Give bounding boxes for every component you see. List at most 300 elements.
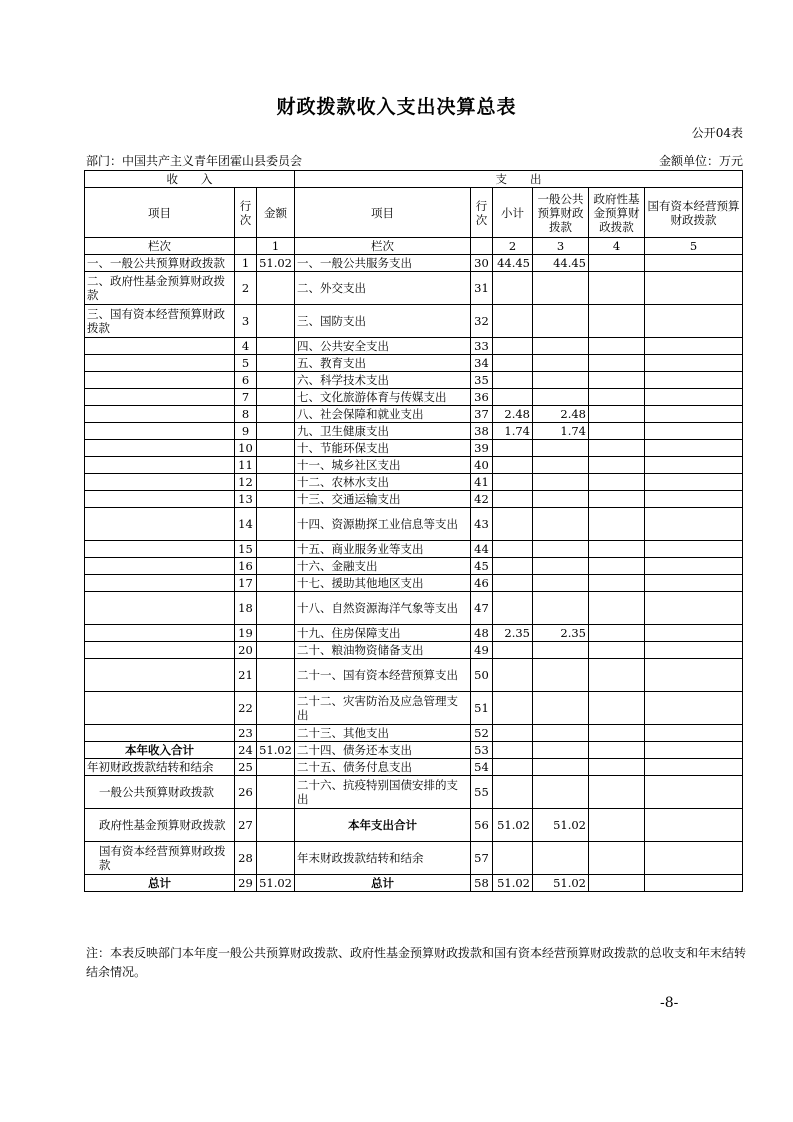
income-item-cell: 总计 [85, 875, 235, 892]
gov-fund-cell [589, 625, 645, 642]
table-row [85, 355, 743, 372]
expense-item-cell: 二十四、债务还本支出 [295, 742, 471, 759]
general-budget-cell [533, 372, 589, 389]
income-row-no-cell: 23 [235, 725, 257, 742]
expense-item-cell: 十九、住房保障支出 [295, 625, 471, 642]
state-capital-cell [645, 541, 743, 558]
table-row [85, 305, 743, 338]
income-item-cell [85, 692, 235, 725]
income-amount-cell [257, 423, 295, 440]
subtotal-cell [493, 759, 533, 776]
state-capital-cell [645, 440, 743, 457]
subtotal-cell [493, 474, 533, 491]
income-row-no-cell: 8 [235, 406, 257, 423]
col-header-state-capital: 国有资本经营预算财政拨款 [645, 188, 743, 238]
income-row-no-cell: 24 [235, 742, 257, 759]
expense-row-no-cell: 42 [471, 491, 493, 508]
general-budget-cell [533, 389, 589, 406]
expense-item-cell: 五、教育支出 [295, 355, 471, 372]
income-amount-cell [257, 692, 295, 725]
general-budget-cell: 51.02 [533, 875, 589, 892]
footnote: 注：本表反映部门本年度一般公共预算财政拨款、政府性基金预算财政拨款和国有资本经营预算财政拨款的总收支和年末结转结余情况。 [86, 946, 747, 979]
state-capital-cell [645, 372, 743, 389]
expense-item-cell: 十二、农林水支出 [295, 474, 471, 491]
income-row-no-cell: 29 [235, 875, 257, 892]
income-amount-cell [257, 372, 295, 389]
state-capital-cell [645, 759, 743, 776]
gov-fund-cell [589, 809, 645, 842]
subtotal-cell [493, 440, 533, 457]
general-budget-cell [533, 558, 589, 575]
gov-fund-cell [589, 575, 645, 592]
table-row [85, 491, 743, 508]
col-number-3: 3 [533, 238, 589, 255]
general-budget-cell [533, 692, 589, 725]
income-item-cell [85, 372, 235, 389]
subtotal-cell [493, 692, 533, 725]
table-row [85, 508, 743, 541]
expense-item-cell: 十四、资源勘探工业信息等支出 [295, 508, 471, 541]
income-row-no-cell: 14 [235, 508, 257, 541]
header-row-col-numbers [85, 238, 743, 255]
table-row [85, 372, 743, 389]
gov-fund-cell [589, 725, 645, 742]
state-capital-cell [645, 809, 743, 842]
expense-row-no-cell: 51 [471, 692, 493, 725]
subtotal-cell [493, 842, 533, 875]
subtotal-cell [493, 558, 533, 575]
income-item-cell [85, 491, 235, 508]
gov-fund-cell [589, 642, 645, 659]
gov-fund-cell [589, 491, 645, 508]
expense-row-no-cell: 58 [471, 875, 493, 892]
expense-row-no-cell: 32 [471, 305, 493, 338]
income-amount-cell: 51.02 [257, 742, 295, 759]
income-row-no-cell: 10 [235, 440, 257, 457]
expense-item-cell: 十五、商业服务业等支出 [295, 541, 471, 558]
table-row [85, 474, 743, 491]
income-amount-cell [257, 592, 295, 625]
state-capital-cell [645, 355, 743, 372]
income-item-cell: 政府性基金预算财政拨款 [85, 809, 235, 842]
general-budget-cell: 51.02 [533, 809, 589, 842]
income-row-no-cell: 15 [235, 541, 257, 558]
gov-fund-cell [589, 508, 645, 541]
income-amount-cell [257, 725, 295, 742]
general-budget-cell [533, 742, 589, 759]
table-row [85, 759, 743, 776]
income-amount-cell [257, 842, 295, 875]
subtotal-cell [493, 575, 533, 592]
table-row [85, 725, 743, 742]
income-row-no-cell: 11 [235, 457, 257, 474]
expense-row-no-cell: 44 [471, 541, 493, 558]
general-budget-cell: 2.48 [533, 406, 589, 423]
table-row [85, 575, 743, 592]
income-item-cell [85, 725, 235, 742]
subtotal-cell [493, 338, 533, 355]
income-amount-cell [257, 338, 295, 355]
state-capital-cell [645, 338, 743, 355]
table-row [85, 389, 743, 406]
income-amount-cell [257, 474, 295, 491]
income-item-cell [85, 406, 235, 423]
general-budget-cell [533, 272, 589, 305]
income-row-no-cell: 28 [235, 842, 257, 875]
col-header-row-no: 行次 [235, 188, 257, 238]
gov-fund-cell [589, 592, 645, 625]
income-row-no-cell: 6 [235, 372, 257, 389]
gov-fund-cell [589, 875, 645, 892]
general-budget-cell [533, 592, 589, 625]
expense-item-cell: 十六、金融支出 [295, 558, 471, 575]
gov-fund-cell [589, 842, 645, 875]
state-capital-cell [645, 842, 743, 875]
income-item-cell [85, 592, 235, 625]
table-row [85, 642, 743, 659]
general-budget-cell: 1.74 [533, 423, 589, 440]
income-row-no-cell: 5 [235, 355, 257, 372]
subtotal-cell [493, 659, 533, 692]
page-number: -8- [660, 995, 679, 1011]
state-capital-cell [645, 457, 743, 474]
general-budget-cell [533, 305, 589, 338]
expense-item-cell: 总计 [295, 875, 471, 892]
subtotal-cell [493, 491, 533, 508]
expense-item-cell: 十八、自然资源海洋气象等支出 [295, 592, 471, 625]
income-amount-cell [257, 440, 295, 457]
income-amount-cell [257, 457, 295, 474]
gov-fund-cell [589, 355, 645, 372]
expense-row-no-cell: 49 [471, 642, 493, 659]
state-capital-cell [645, 692, 743, 725]
table-row [85, 423, 743, 440]
expense-row-no-cell: 57 [471, 842, 493, 875]
state-capital-cell [645, 406, 743, 423]
gov-fund-cell [589, 423, 645, 440]
subtotal-cell [493, 725, 533, 742]
gov-fund-cell [589, 406, 645, 423]
state-capital-cell [645, 272, 743, 305]
income-item-cell: 本年收入合计 [85, 742, 235, 759]
col-label: 栏次 [85, 238, 235, 255]
state-capital-cell [645, 625, 743, 642]
subtotal-cell [493, 776, 533, 809]
state-capital-cell [645, 659, 743, 692]
gov-fund-cell [589, 372, 645, 389]
income-item-cell [85, 440, 235, 457]
subtotal-cell [493, 541, 533, 558]
income-item-cell: 三、国有资本经营预算财政拨款 [85, 305, 235, 338]
income-item-cell: 二、政府性基金预算财政拨款 [85, 272, 235, 305]
general-budget-cell: 2.35 [533, 625, 589, 642]
income-row-no-cell: 4 [235, 338, 257, 355]
income-amount-cell [257, 541, 295, 558]
income-row-no-cell: 9 [235, 423, 257, 440]
income-item-cell [85, 541, 235, 558]
expense-row-no-cell: 56 [471, 809, 493, 842]
expense-row-no-cell: 30 [471, 255, 493, 272]
income-item-cell [85, 508, 235, 541]
subtotal-cell [493, 642, 533, 659]
income-amount-cell [257, 642, 295, 659]
col-header-general: 一般公共预算财政拨款 [533, 188, 589, 238]
expense-row-no-cell: 48 [471, 625, 493, 642]
state-capital-cell [645, 575, 743, 592]
expense-item-cell: 本年支出合计 [295, 809, 471, 842]
income-item-cell: 国有资本经营预算财政拨款 [85, 842, 235, 875]
expense-row-no-cell: 38 [471, 423, 493, 440]
expense-item-cell: 四、公共安全支出 [295, 338, 471, 355]
general-budget-cell [533, 457, 589, 474]
gov-fund-cell [589, 558, 645, 575]
expense-row-no-cell: 52 [471, 725, 493, 742]
expense-item-cell: 二十三、其他支出 [295, 725, 471, 742]
expense-item-cell: 六、科学技术支出 [295, 372, 471, 389]
subtotal-cell [493, 355, 533, 372]
expense-item-cell: 七、文化旅游体育与传媒支出 [295, 389, 471, 406]
general-budget-cell [533, 440, 589, 457]
subtotal-cell [493, 457, 533, 474]
gov-fund-cell [589, 272, 645, 305]
income-item-cell [85, 423, 235, 440]
table-row [85, 742, 743, 759]
income-row-no-cell: 21 [235, 659, 257, 692]
general-budget-cell [533, 659, 589, 692]
expense-row-no-cell: 36 [471, 389, 493, 406]
expense-row-no-cell: 35 [471, 372, 493, 389]
expense-row-no-cell: 50 [471, 659, 493, 692]
subtotal-cell [493, 508, 533, 541]
expense-row-no-cell: 33 [471, 338, 493, 355]
page-title: 财政拨款收入支出决算总表 [276, 96, 517, 118]
expense-row-no-cell: 45 [471, 558, 493, 575]
subtotal-cell: 51.02 [493, 875, 533, 892]
table-row [85, 592, 743, 625]
state-capital-cell [645, 423, 743, 440]
expense-item-cell: 三、国防支出 [295, 305, 471, 338]
expense-row-no-cell: 31 [471, 272, 493, 305]
gov-fund-cell [589, 389, 645, 406]
expense-row-no-cell: 43 [471, 508, 493, 541]
table-row [85, 875, 743, 892]
state-capital-cell [645, 474, 743, 491]
income-row-no-cell: 20 [235, 642, 257, 659]
col-number-5: 5 [645, 238, 743, 255]
expense-header: 支 出 [295, 171, 743, 188]
subtotal-cell: 2.35 [493, 625, 533, 642]
income-row-no-cell: 18 [235, 592, 257, 625]
income-item-cell [85, 659, 235, 692]
income-amount-cell: 51.02 [257, 875, 295, 892]
table-row [85, 338, 743, 355]
gov-fund-cell [589, 338, 645, 355]
income-amount-cell [257, 558, 295, 575]
expense-item-cell: 十一、城乡社区支出 [295, 457, 471, 474]
income-amount-cell [257, 508, 295, 541]
state-capital-cell [645, 875, 743, 892]
unit-label: 金额单位：万元 [658, 154, 743, 168]
income-item-cell [85, 625, 235, 642]
subtotal-cell: 51.02 [493, 809, 533, 842]
subtotal-cell [493, 592, 533, 625]
subtotal-cell [493, 305, 533, 338]
table-row [85, 776, 743, 809]
table-row [85, 809, 743, 842]
gov-fund-cell [589, 440, 645, 457]
expense-item-cell: 一、一般公共服务支出 [295, 255, 471, 272]
subtotal-cell: 1.74 [493, 423, 533, 440]
expense-item-cell: 十、节能环保支出 [295, 440, 471, 457]
expense-item-cell: 二十六、抗疫特别国债安排的支出 [295, 776, 471, 809]
income-row-no-cell: 19 [235, 625, 257, 642]
general-budget-cell [533, 842, 589, 875]
income-item-cell [85, 338, 235, 355]
income-amount-cell [257, 272, 295, 305]
income-item-cell: 一、一般公共预算财政拨款 [85, 255, 235, 272]
gov-fund-cell [589, 541, 645, 558]
col-number-4: 4 [589, 238, 645, 255]
income-row-no-cell: 12 [235, 474, 257, 491]
gov-fund-cell [589, 255, 645, 272]
general-budget-cell [533, 338, 589, 355]
header-row-columns [85, 188, 743, 238]
col-header-amount: 金额 [257, 188, 295, 238]
expense-item-cell: 二十二、灾害防治及应急管理支出 [295, 692, 471, 725]
income-amount-cell [257, 659, 295, 692]
income-header: 收 入 [85, 171, 295, 188]
expense-row-no-cell: 46 [471, 575, 493, 592]
income-amount-cell [257, 491, 295, 508]
col-header-gov-fund: 政府性基金预算财政拨款 [589, 188, 645, 238]
subtotal-cell [493, 742, 533, 759]
table-row [85, 541, 743, 558]
income-item-cell [85, 575, 235, 592]
income-row-no-cell: 7 [235, 389, 257, 406]
state-capital-cell [645, 491, 743, 508]
income-item-cell: 年初财政拨款结转和结余 [85, 759, 235, 776]
expense-item-cell: 二、外交支出 [295, 272, 471, 305]
table-row [85, 842, 743, 875]
col-header-subtotal: 小计 [493, 188, 533, 238]
col-label2: 栏次 [295, 238, 471, 255]
table-row [85, 692, 743, 725]
general-budget-cell [533, 355, 589, 372]
subtotal-cell [493, 372, 533, 389]
gov-fund-cell [589, 692, 645, 725]
state-capital-cell [645, 255, 743, 272]
expense-row-no-cell: 47 [471, 592, 493, 625]
income-row-no-cell: 13 [235, 491, 257, 508]
expense-row-no-cell: 39 [471, 440, 493, 457]
income-amount-cell: 51.02 [257, 255, 295, 272]
table-row [85, 272, 743, 305]
expense-item-cell: 十七、援助其他地区支出 [295, 575, 471, 592]
expense-item-cell: 九、卫生健康支出 [295, 423, 471, 440]
general-budget-cell [533, 575, 589, 592]
table-row [85, 558, 743, 575]
income-amount-cell [257, 305, 295, 338]
subtotal-cell: 44.45 [493, 255, 533, 272]
income-amount-cell [257, 809, 295, 842]
expense-row-no-cell: 37 [471, 406, 493, 423]
expense-item-cell: 年末财政拨款结转和结余 [295, 842, 471, 875]
state-capital-cell [645, 508, 743, 541]
state-capital-cell [645, 305, 743, 338]
income-row-no-cell: 2 [235, 272, 257, 305]
expense-item-cell: 十三、交通运输支出 [295, 491, 471, 508]
col-header-item: 项目 [85, 188, 235, 238]
gov-fund-cell [589, 742, 645, 759]
income-row-no-cell: 22 [235, 692, 257, 725]
gov-fund-cell [589, 659, 645, 692]
income-item-cell [85, 642, 235, 659]
table-row [85, 255, 743, 272]
budget-summary-table [84, 170, 743, 892]
income-amount-cell [257, 759, 295, 776]
income-row-no-cell: 25 [235, 759, 257, 776]
state-capital-cell [645, 592, 743, 625]
gov-fund-cell [589, 457, 645, 474]
department-label: 部门：中国共产主义青年团霍山县委员会 [86, 154, 303, 168]
expense-row-no-cell: 55 [471, 776, 493, 809]
gov-fund-cell [589, 776, 645, 809]
col-header-row-no2: 行次 [471, 188, 493, 238]
income-amount-cell [257, 355, 295, 372]
expense-row-no-cell: 41 [471, 474, 493, 491]
subtotal-cell [493, 389, 533, 406]
col-number-1: 1 [257, 238, 295, 255]
state-capital-cell [645, 558, 743, 575]
general-budget-cell: 44.45 [533, 255, 589, 272]
expense-row-no-cell: 40 [471, 457, 493, 474]
state-capital-cell [645, 642, 743, 659]
general-budget-cell [533, 776, 589, 809]
state-capital-cell [645, 725, 743, 742]
table-row [85, 406, 743, 423]
form-number: 公开04表 [691, 126, 743, 140]
expense-row-no-cell: 53 [471, 742, 493, 759]
expense-row-no-cell: 34 [471, 355, 493, 372]
income-amount-cell [257, 575, 295, 592]
income-item-cell [85, 558, 235, 575]
state-capital-cell [645, 742, 743, 759]
table-row [85, 457, 743, 474]
income-row-no-cell: 26 [235, 776, 257, 809]
income-amount-cell [257, 776, 295, 809]
general-budget-cell [533, 508, 589, 541]
general-budget-cell [533, 491, 589, 508]
income-item-cell [85, 389, 235, 406]
income-row-no-cell: 16 [235, 558, 257, 575]
col-number-2: 2 [493, 238, 533, 255]
income-item-cell [85, 355, 235, 372]
general-budget-cell [533, 725, 589, 742]
income-row-no-cell: 3 [235, 305, 257, 338]
table-row [85, 659, 743, 692]
table-row [85, 625, 743, 642]
general-budget-cell [533, 642, 589, 659]
header-row-sections [85, 171, 743, 188]
general-budget-cell [533, 474, 589, 491]
expense-item-cell: 八、社会保障和就业支出 [295, 406, 471, 423]
income-row-no-cell: 17 [235, 575, 257, 592]
subtotal-cell: 2.48 [493, 406, 533, 423]
gov-fund-cell [589, 759, 645, 776]
state-capital-cell [645, 776, 743, 809]
income-row-no-cell: 1 [235, 255, 257, 272]
income-amount-cell [257, 406, 295, 423]
